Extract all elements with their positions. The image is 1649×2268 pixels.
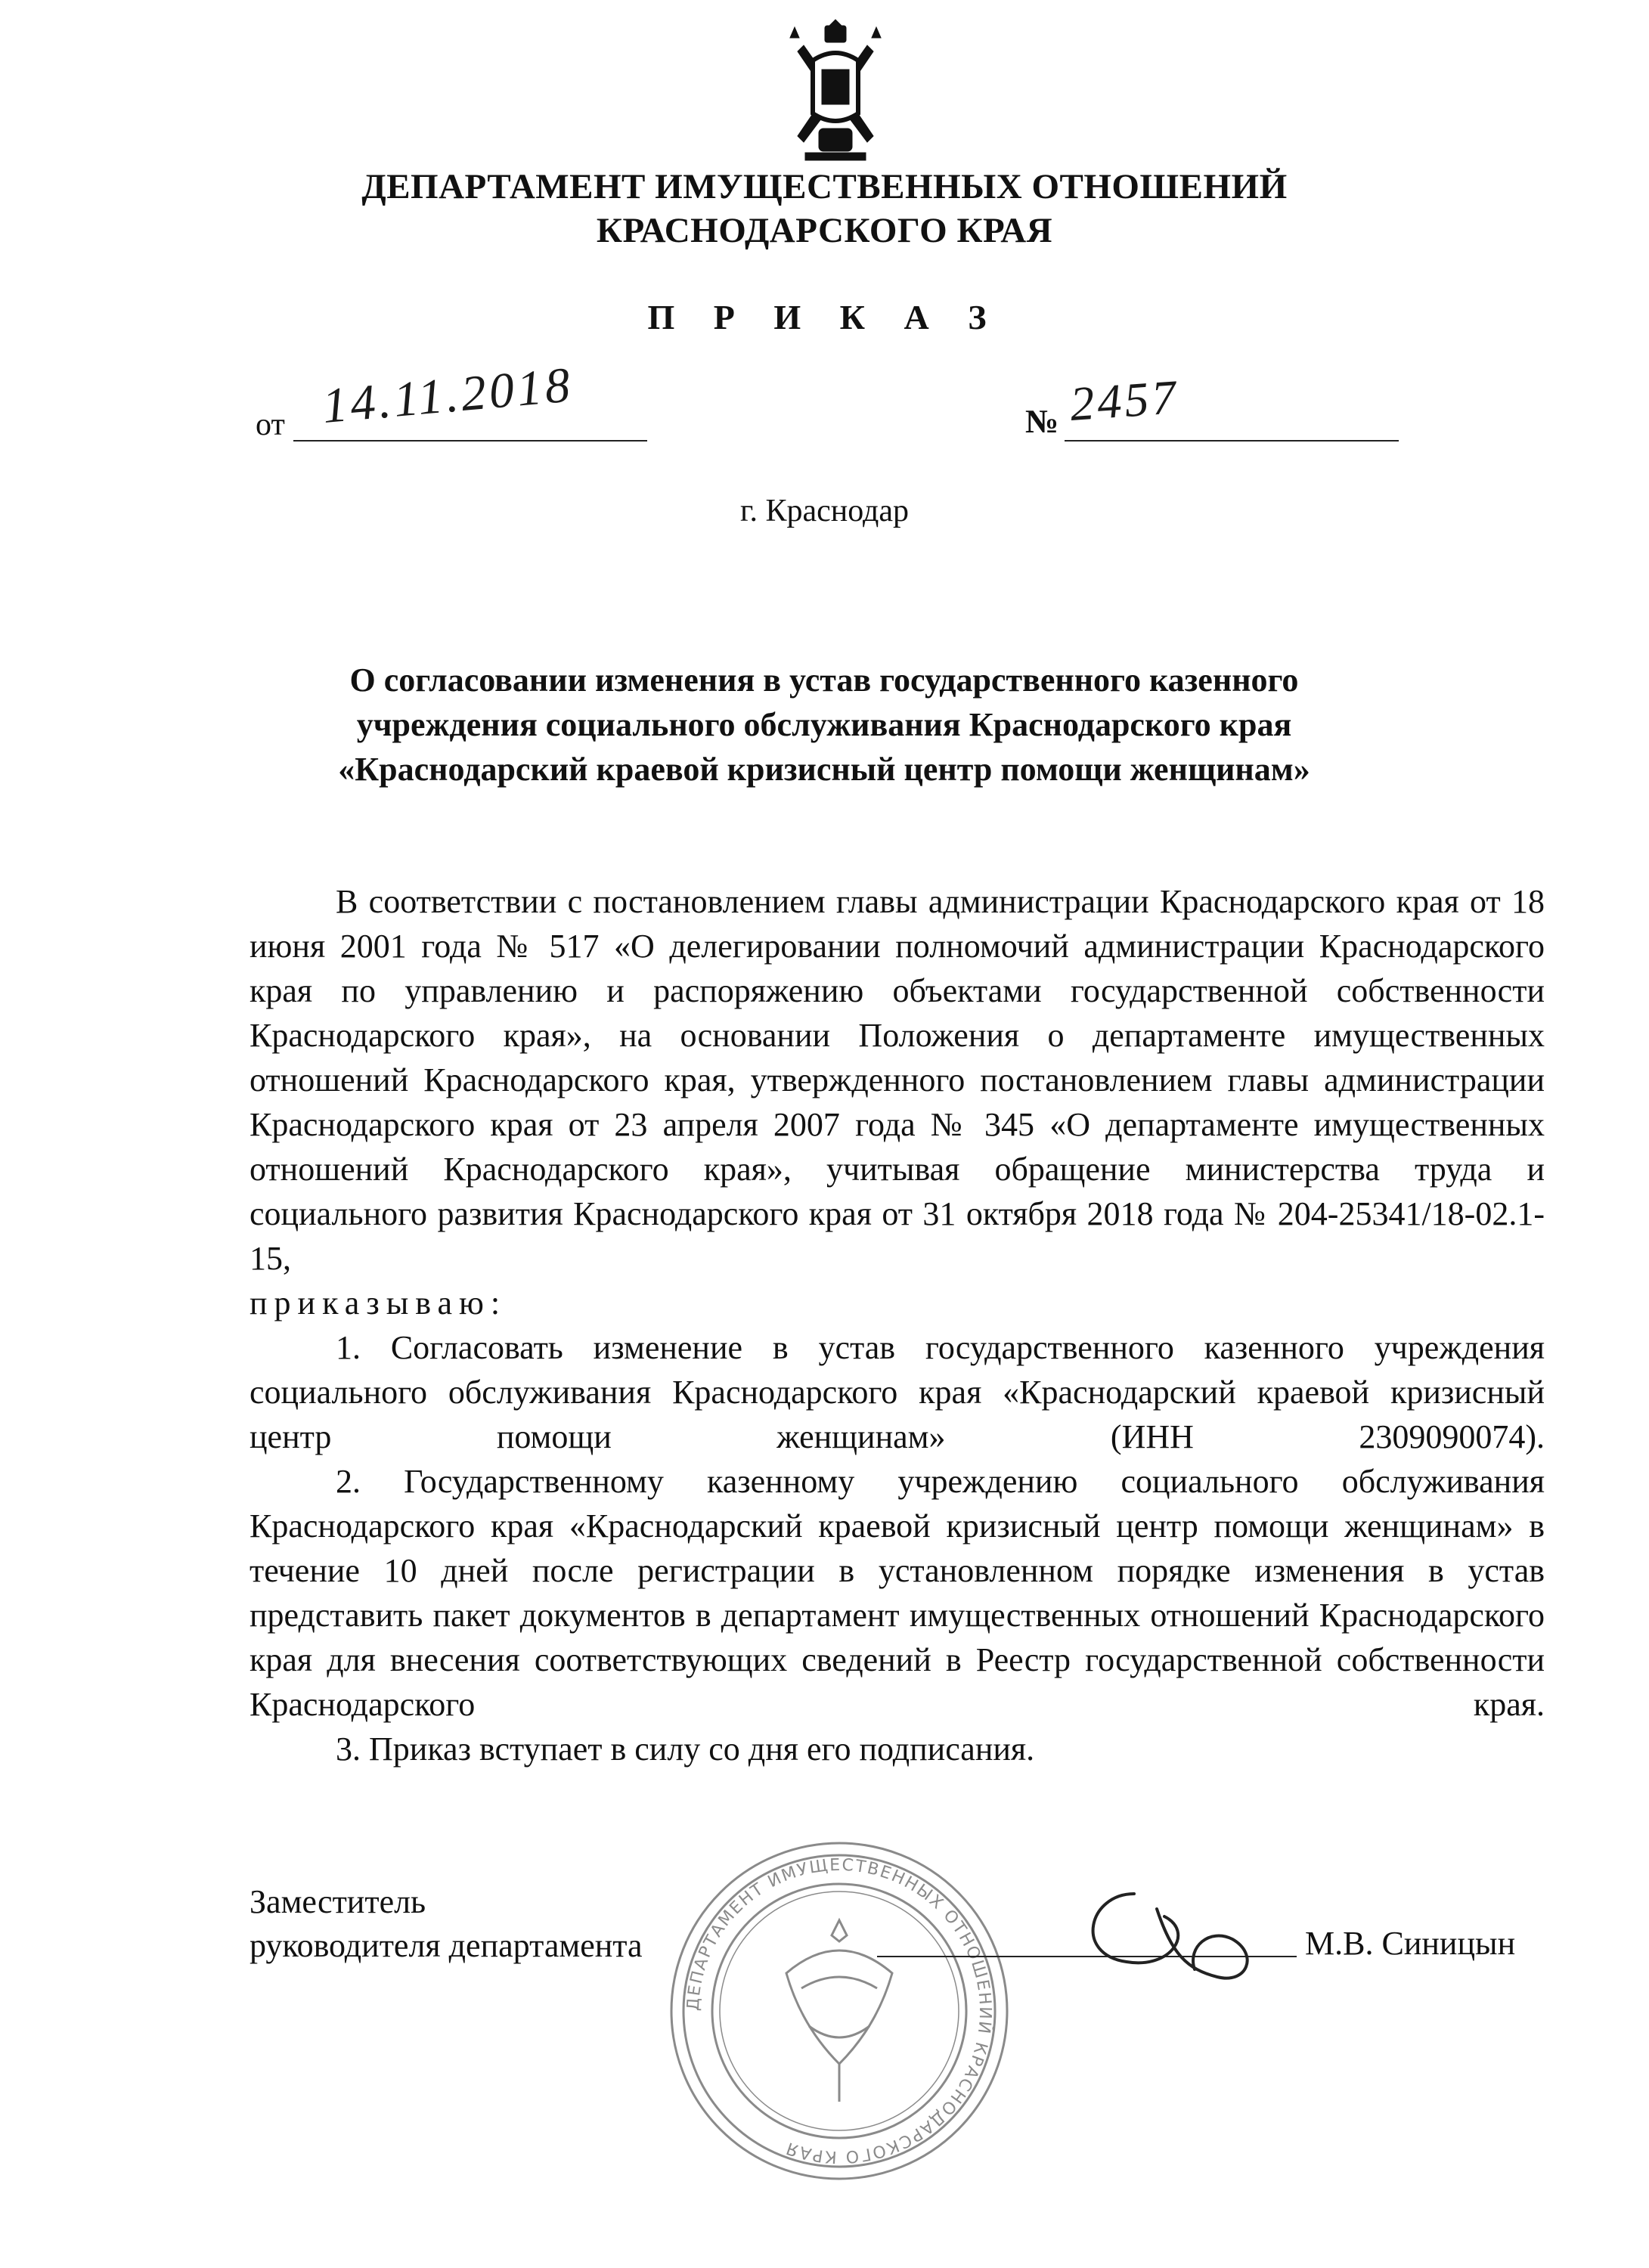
date-underline <box>293 440 647 442</box>
official-seal-stamp <box>665 1837 1013 2185</box>
city-line: г. Краснодар <box>739 494 910 528</box>
order-heading: П Р И К А З <box>647 298 1002 336</box>
signatory-name: М.В. Синицын <box>1305 1925 1516 1962</box>
signatory-role <box>250 1880 643 1968</box>
stamp-text: ДЕПАРТАМЕНТ ИМУЩЕСТВЕННЫХ ОТНОШЕНИЙ КРАСНОДАРСКОГО КРАЯ <box>683 1855 995 2167</box>
number-label: № <box>1025 403 1059 440</box>
item-3: 3. Приказ вступает в силу со дня его подписания. <box>336 1730 1035 1768</box>
number-underline <box>1065 440 1399 442</box>
handwritten-signature <box>1043 1864 1263 1992</box>
order-verb: приказываю: <box>250 1284 507 1321</box>
coat-of-arms-emblem <box>760 15 911 166</box>
order-subject <box>272 658 1376 792</box>
item-2: 2. Государственному казенному учреждению социального обслуживания Краснодарского края «Краснодарский краевой кризисный центр помощи женщинам» в течение 10 дней после регистрации в установленном порядке изменения в устав представить пакет документов в департамент имущественных отношений Краснодарского края для внесения соответствующих сведений в Реестр государственной собственности Краснодарского края. <box>250 1463 1545 1723</box>
handwritten-date: 14.11.2018 <box>320 357 575 435</box>
order-body <box>250 879 1545 1771</box>
preamble-paragraph: В соответствии с постановлением главы администрации Краснодарского края от 18 июня 2001 года № 517 «О делегировании полномочий администрации Краснодарского края по управлению и распоряжению объектами государственной собственности Краснодарского края», на основании Положения о департаменте имущественных отношений Краснодарского края, утвержденного постановлением главы администрации Краснодарского края от 23 апреля 2007 года № 345 «О департаменте имущественных отношений Краснодарского края», учитывая обращение министерства труда и социального развития Краснодарского края от 31 октября 2018 года № 204-25341/18-02.1-15, <box>250 883 1545 1277</box>
role-line2: руководителя департамента <box>250 1927 643 1964</box>
subject-line1: О согласовании изменения в устав государственного казенного <box>349 662 1299 699</box>
svg-text:ДЕПАРТАМЕНТ ИМУЩЕСТВЕННЫХ ОТНО <box>684 1856 995 2166</box>
subject-line2: учреждения социального обслуживания Краснодарского края <box>356 706 1292 743</box>
department-title-line2: КРАСНОДАРСКОГО КРАЯ <box>596 211 1053 250</box>
handwritten-order-number: 2457 <box>1068 370 1181 432</box>
department-title-line1: ДЕПАРТАМЕНТ ИМУЩЕСТВЕННЫХ ОТНОШЕНИЙ <box>361 167 1288 206</box>
date-label: от <box>256 407 285 442</box>
subject-line3: «Краснодарский краевой кризисный центр помощи женщинам» <box>338 751 1310 788</box>
item-1: 1. Согласовать изменение в устав государственного казенного учреждения социального обслуживания Краснодарского края «Краснодарский краевой кризисный центр помощи женщинам» (ИНН 2309090074). <box>250 1329 1545 1455</box>
role-line1: Заместитель <box>250 1883 426 1920</box>
